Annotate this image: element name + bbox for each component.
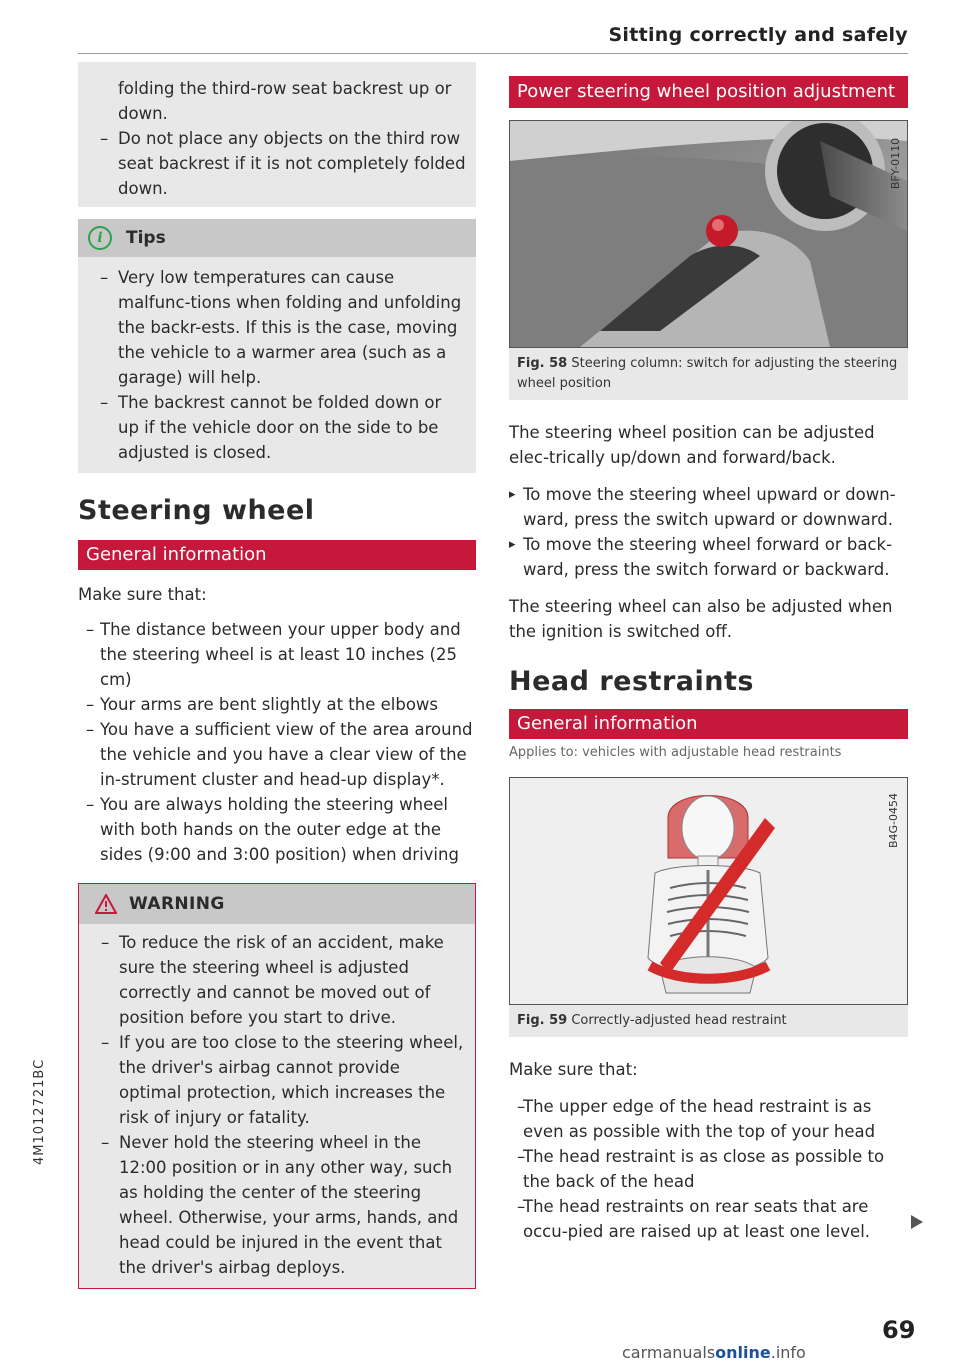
- list-item: – Never hold the steering wheel in the 12:00 position or in any other way, such as holding the center of the steering wheel. Otherwise, your arms, hands, and head could be injured in the event that the driver's airbag deploys.: [93, 1130, 465, 1280]
- header-title: Sitting correctly and safely: [608, 24, 908, 46]
- list-item: – You are always holding the steering wheel with both hands on the outer edge at the sides (9:00 and 3:00 position) when driving: [78, 792, 476, 867]
- paragraph: The steering wheel can also be adjusted when the ignition is switched off.: [509, 597, 893, 641]
- list-item: – The upper edge of the head restraint is as even as possible with the top of your head: [509, 1094, 908, 1144]
- intro-text: Make sure that:: [509, 1060, 638, 1079]
- intro-text: Make sure that:: [78, 585, 207, 604]
- watermark-part: carmanuals: [622, 1343, 716, 1362]
- page-header: [78, 20, 908, 54]
- list-item: – The head restraints on rear seats that are occu-pied are raised up at least one level.: [509, 1194, 908, 1244]
- figure-58: [509, 120, 908, 348]
- figure-label: Fig. 58: [517, 356, 568, 371]
- subsection-title: General information: [509, 709, 908, 739]
- section-title: Steering wheel: [78, 495, 315, 526]
- warning-triangle-icon: [95, 894, 117, 914]
- list-item: folding the third-row seat backrest up or down.: [118, 79, 452, 123]
- section-title: Head restraints: [509, 666, 754, 697]
- figure-caption-text: Correctly-adjusted head restraint: [571, 1013, 787, 1028]
- tips-label: Tips: [126, 228, 166, 248]
- continued-note-box: [78, 62, 476, 207]
- warning-header: [79, 884, 475, 924]
- list-item: ▸ To move the steering wheel forward or back-ward, press the switch forward or backward.: [509, 532, 908, 582]
- applies-note: Applies to: vehicles with adjustable head restraints: [509, 745, 842, 760]
- info-icon: i: [88, 226, 112, 250]
- left-column: [78, 62, 476, 1289]
- requirements-list: [509, 1094, 908, 1244]
- figure-caption: [509, 348, 908, 400]
- watermark-part: online: [715, 1343, 771, 1362]
- list-item: – You have a sufficient view of the area around the vehicle and you have a clear view of the in-strument cluster and head-up display*.: [78, 717, 476, 792]
- list-item: – To reduce the risk of an accident, make sure the steering wheel is adjusted correctly and cannot be moved out of position before you start to drive.: [93, 930, 465, 1030]
- head-restraint-illustration: [510, 778, 907, 1004]
- list-item: – Do not place any objects on the third row seat backrest if it is not completely folded down.: [92, 126, 466, 201]
- list-item: – The head restraint is as close as possible to the back of the head: [509, 1144, 908, 1194]
- figure-caption-text: Steering column: switch for adjusting the steering wheel position: [517, 356, 898, 391]
- warning-body: [79, 924, 475, 1288]
- figure-id: BFY-0110: [888, 137, 902, 190]
- power-steering-title: Power steering wheel position adjustment: [509, 76, 908, 108]
- subsection-title: General information: [78, 540, 476, 570]
- list-item: ▸ To move the steering wheel upward or down-ward, press the switch upward or downward.: [509, 482, 908, 532]
- right-column: [509, 76, 908, 1244]
- page-number: 69: [882, 1316, 916, 1344]
- list-item: – The backrest cannot be folded down or up if the vehicle door on the side to be adjusted is closed.: [92, 390, 466, 465]
- figure-id: B4G-0454: [886, 792, 900, 849]
- warning-label: WARNING: [129, 894, 225, 914]
- steps-list: [509, 482, 908, 582]
- figure-59: [509, 777, 908, 1005]
- list-item: – The distance between your upper body and the steering wheel is at least 10 inches (25 cm): [78, 617, 476, 692]
- requirements-list: [78, 617, 476, 867]
- document-code: 4M1012721BC: [32, 1058, 47, 1165]
- list-item: – Your arms are bent slightly at the elbows: [78, 692, 476, 717]
- figure-caption: [509, 1005, 908, 1037]
- figure-label: Fig. 59: [517, 1013, 568, 1028]
- warning-box: [78, 883, 476, 1289]
- continue-arrow-icon: [911, 1215, 923, 1229]
- steering-column-illustration: [510, 121, 907, 347]
- watermark: [622, 1343, 806, 1362]
- list-item: – If you are too close to the steering wheel, the driver's airbag cannot provide optimal protection, which increases the risk of injury or fatality.: [93, 1030, 465, 1130]
- paragraph: The steering wheel position can be adjusted elec-trically up/down and forward/back.: [509, 423, 875, 467]
- list-item: – Very low temperatures can cause malfunc-tions when folding and unfolding the backr-ests. If this is the case, moving the vehicle to a warmer area (such as a garage) will help.: [92, 265, 466, 390]
- tips-header: [78, 219, 476, 257]
- tips-box: [78, 257, 476, 473]
- watermark-part: .info: [770, 1343, 806, 1362]
